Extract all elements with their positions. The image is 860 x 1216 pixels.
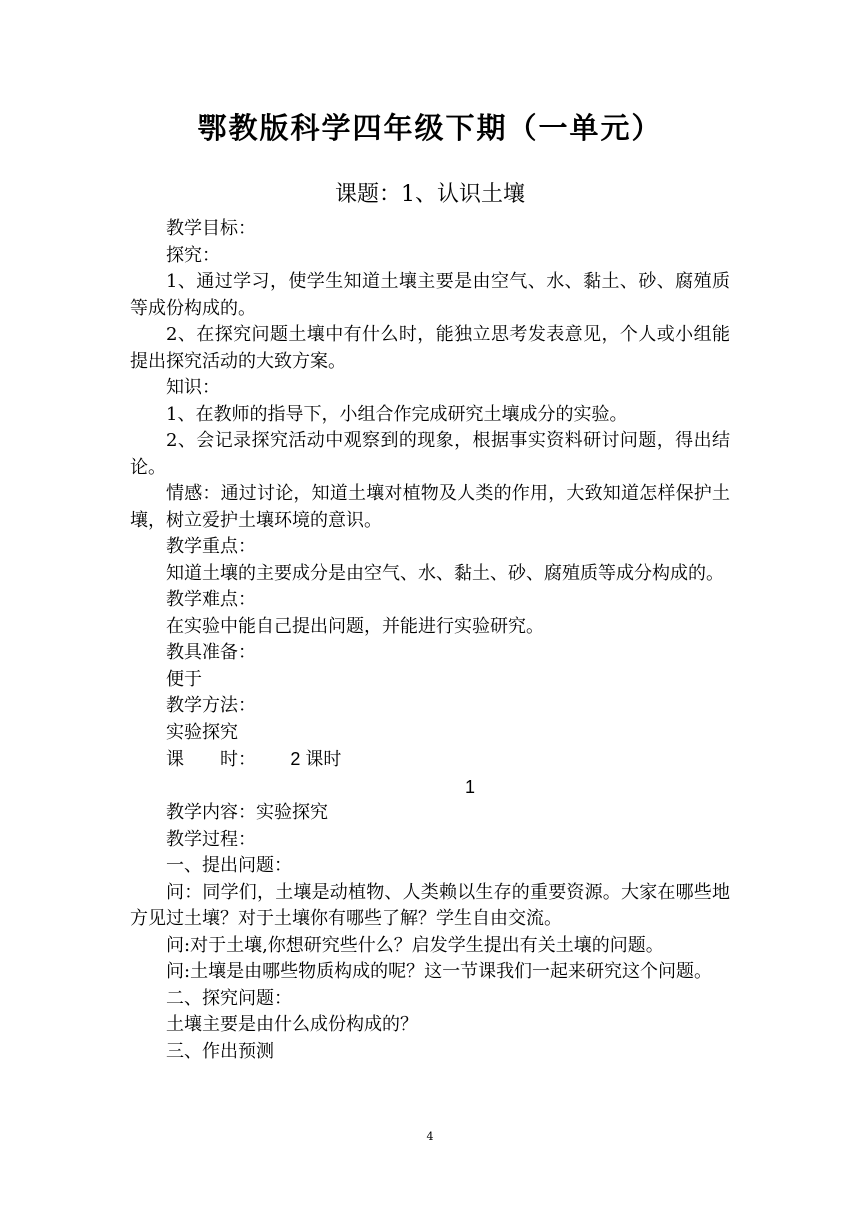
paragraph: 便于 bbox=[166, 668, 202, 690]
class-hours-label: 课 时： bbox=[166, 749, 256, 770]
paragraph: 2、会记录探究活动中观察到的现象，根据事实资料研讨问题，得出结论。 bbox=[130, 430, 730, 478]
paragraph: 三、作出预测 bbox=[166, 1040, 274, 1062]
class-hours-line bbox=[130, 746, 730, 774]
paragraph: 知道土壤的主要成分是由空气、水、黏土、砂、腐殖质等成分构成的。 bbox=[166, 562, 724, 584]
document-body bbox=[130, 216, 730, 1065]
class-hours-value: 2 课时 bbox=[290, 749, 342, 769]
centered-number: 1 bbox=[464, 776, 475, 797]
paragraph: 2、在探究问题土壤中有什么时，能独立思考发表意见，个人或小组能提出探究活动的大致方案。 bbox=[130, 324, 730, 372]
paragraph: 教学目标： bbox=[166, 218, 256, 239]
paragraph: 1、通过学习，使学生知道土壤主要是由空气、水、黏土、砂、腐殖质等成份构成的。 bbox=[130, 271, 730, 319]
paragraph: 探究： bbox=[166, 244, 220, 266]
paragraph: 教学内容：实验探究 bbox=[166, 802, 328, 823]
document-title: 鄂教版科学四年级下期（一单元） bbox=[197, 111, 663, 145]
paragraph: 教具准备： bbox=[166, 642, 256, 663]
paragraph: 1、在教师的指导下，小组合作完成研究土壤成分的实验。 bbox=[166, 403, 628, 425]
paragraph: 教学过程： bbox=[166, 828, 256, 850]
paragraph: 教学方法： bbox=[166, 695, 256, 716]
paragraph: 情感：通过讨论，知道土壤对植物及人类的作用，大致知道怎样保护土壤，树立爱护土壤环境的意识。 bbox=[130, 483, 730, 531]
paragraph: 教学重点： bbox=[166, 536, 256, 557]
lesson-subtitle: 课题：1、认识土壤 bbox=[335, 182, 525, 207]
paragraph: 问:对于土壤,你想研究些什么？启发学生提出有关土壤的问题。 bbox=[166, 934, 664, 956]
paragraph: 土壤主要是由什么成份构成的？ bbox=[166, 1014, 418, 1035]
paragraph: 一、提出问题： bbox=[166, 855, 292, 876]
paragraph: 二、探究问题： bbox=[166, 987, 292, 1009]
paragraph: 在实验中能自己提出问题，并能进行实验研究。 bbox=[166, 615, 544, 637]
paragraph: 教学难点： bbox=[166, 589, 256, 610]
page-number: 4 bbox=[426, 1130, 434, 1143]
paragraph: 知识： bbox=[166, 377, 220, 398]
paragraph: 问：同学们，土壤是动植物、人类赖以生存的重要资源。大家在哪些地方见过土壤？对于土壤你有哪些了解？学生自由交流。 bbox=[130, 881, 730, 929]
paragraph: 实验探究 bbox=[166, 721, 238, 743]
paragraph: 问:土壤是由哪些物质构成的呢？这一节课我们一起来研究这个问题。 bbox=[166, 961, 713, 982]
